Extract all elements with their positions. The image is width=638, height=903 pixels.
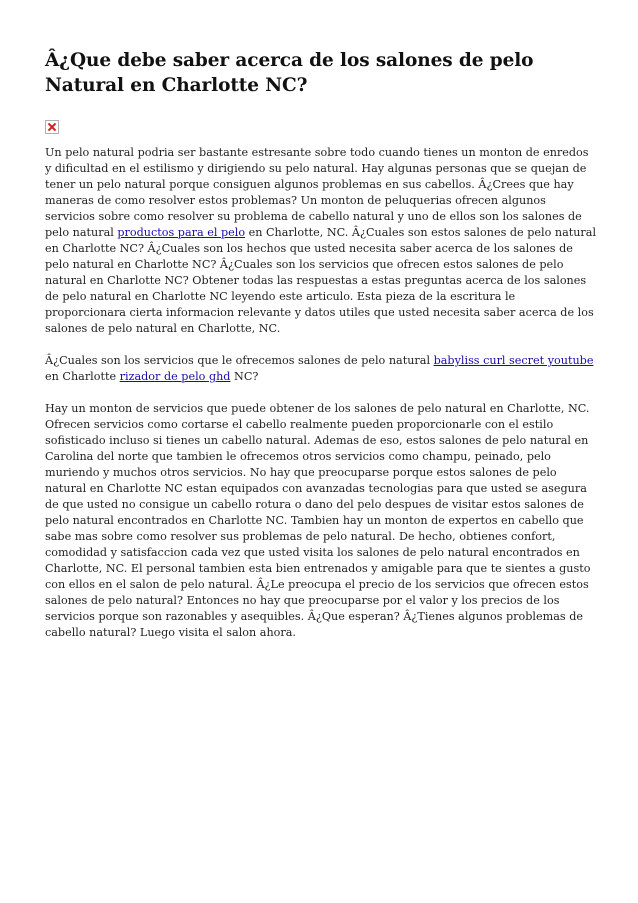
paragraph-services-text-a: Â¿Cuales son los servicios que le ofrecemos salones de pelo natural xyxy=(45,354,434,367)
paragraph-services-text-b: en Charlotte xyxy=(45,370,120,383)
link-rizador-de-pelo-ghd[interactable]: rizador de pelo ghd xyxy=(119,370,231,383)
link-productos-para-el-pelo[interactable]: productos para el pelo xyxy=(117,226,246,239)
paragraph-intro-text-b: en Charlotte, NC. Â¿Cuales son estos salones de pelo natural en Charlotte NC? Â¿Cuales son los hechos que usted necesita saber acerca de los salones de pelo natural en Charlotte NC? Â¿Cuales son los servicios que ofrecen estos salones de pelo natural en Charlotte NC? Obtener todas las respuestas a estas preguntas acerca de los salones de pelo natural en Charlotte NC leyendo este articulo. Esta pieza de la escritura le proporcionara cierta informacion relevante y datos utiles que usted necesita saber acerca de los salones de pelo natural en Charlotte, NC. xyxy=(45,226,597,335)
paragraph-intro xyxy=(45,145,597,337)
paragraph-intro-text-a: Un pelo natural podria ser bastante estresante sobre todo cuando tienes un monton de enredos y dificultad en el estilismo y dirigiendo su pelo natural. Hay algunas personas que se quejan de tener un pelo natural porque consiguen algunos problemas en sus cabellos. Â¿Crees que hay maneras de como resolver estos problemas? Un monton de peluquerias ofrecen algunos servicios sobre como resolver su problema de cabello natural y uno de ellos son los salones de pelo natural xyxy=(45,146,589,239)
page-title: Â¿Que debe saber acerca de los salones de pelo Natural en Charlotte NC? xyxy=(45,50,534,96)
paragraph-services-text-c: NC? xyxy=(230,370,259,383)
paragraph-services-detail: Hay un monton de servicios que puede obtener de los salones de pelo natural en Charlotte, NC. Ofrecen servicios como cortarse el cabello realmente pueden proporcionarle con el estilo sofisticado incluso si tienes un cabello natural. Ademas de eso, estos salones de pelo natural en Carolina del norte que tambien le ofrecemos otros servicios como champu, peinado, pelo muriendo y muchos otros servicios. No hay que preocuparse porque estos salones de pelo natural en Charlotte NC estan equipados con avanzadas tecnologias para que usted se asegura de que usted no consigue un cabello rotura o dano del pelo despues de visitar estos salones de pelo natural encontrados en Charlotte NC. Tambien hay un monton de expertos en cabello que sabe mas sobre como resolver sus problemas de pelo natural. De hecho, obtienes confort, comodidad y satisfaccion cada vez que usted visita los salones de pelo natural encontrados en Charlotte, NC. El personal tambien esta bien entrenados y amigable para que te sientes a gusto con ellos en el salon de pelo natural. Â¿Le preocupa el precio de los servicios que ofrecen estos salones de pelo natural? Entonces no hay que preocuparse por el valor y los precios de los servicios porque son razonables y asequibles. Â¿Que esperan? Â¿Tienes algunos problemas de cabello natural? Luego visita el salon ahora. xyxy=(45,402,591,639)
link-babyliss-curl-secret[interactable]: babyliss curl secret youtube xyxy=(433,354,594,367)
paragraph-services-question xyxy=(45,353,597,385)
broken-image-icon xyxy=(45,120,59,134)
document-page xyxy=(45,48,597,641)
